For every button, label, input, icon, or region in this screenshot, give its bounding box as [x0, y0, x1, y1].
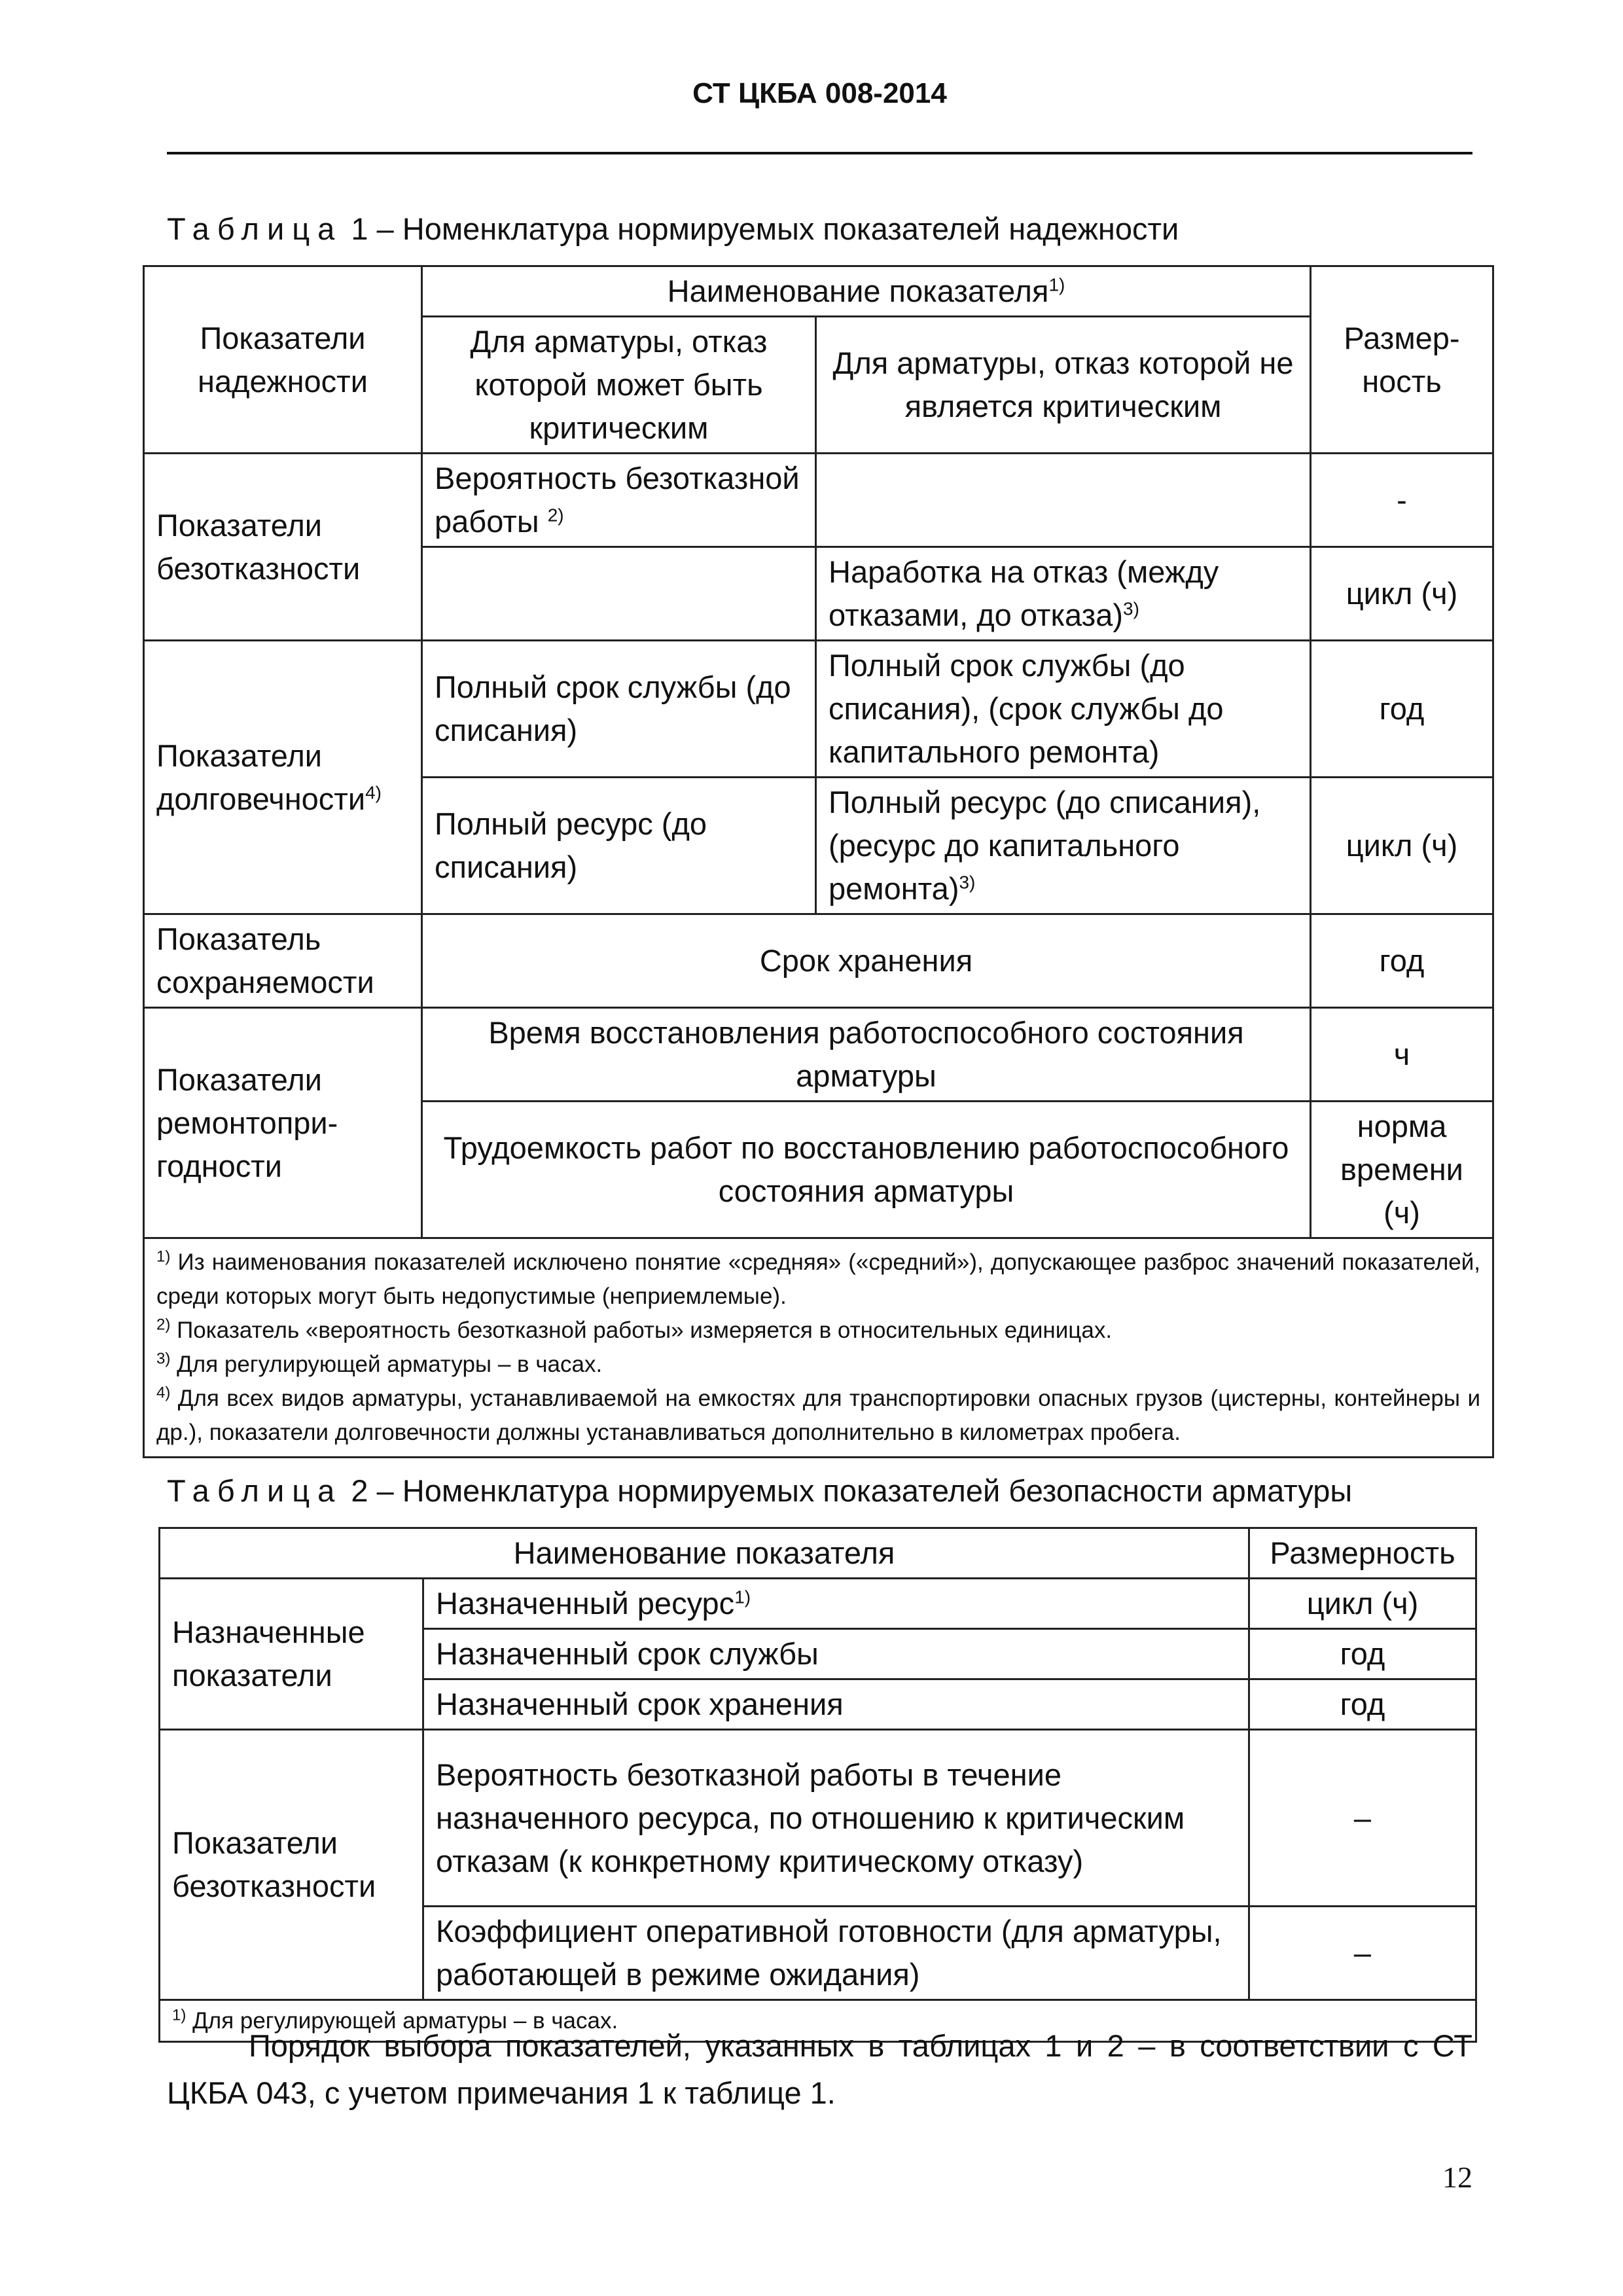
table2-r3-unit: год: [1249, 1679, 1476, 1730]
table1-note-3: $^{3)}$ Для регулирующей арматуры – в часах.: [156, 1350, 603, 1377]
table1-r3-noncritical: Полный срок службы (до списания), (срок службы до капитального ремонта): [816, 641, 1311, 778]
table2-r1-unit: цикл (ч): [1249, 1579, 1476, 1629]
table1-r4-noncritical: Полный ресурс (до списания), (ресурс до капитального ремонта)$^{3)}$: [816, 778, 1311, 914]
table1-r7-name: Трудоемкость работ по восстановлению работоспособного состояния арматуры: [422, 1102, 1311, 1238]
table1-caption-word: Таблица: [167, 211, 343, 246]
table1-r7-unit: норма времени (ч): [1311, 1102, 1493, 1238]
table2-group-bezotkaz: Показатели безотказности: [160, 1730, 423, 2000]
table1-note-1: $^{1)}$ Из наименования показателей исключено понятие «средняя» («средний»), допускающее разброс значений показателей, среди которых могут быть недопустимые (неприемлемые).: [156, 1247, 1480, 1309]
table1-name-header: Наименование показателя$^{1)}$: [422, 266, 1311, 317]
table1-r1-noncritical: [816, 454, 1311, 547]
table1-r4-critical: Полный ресурс (до списания): [422, 778, 816, 914]
table2-r5-name: Коэффициент оперативной готовности (для арматуры, работающей в режиме ожидания): [423, 1907, 1249, 2000]
table1-unit-header: Размер-ность: [1311, 266, 1493, 454]
table2-caption-text: – Номенклатура нормируемых показателей безопасности арматуры: [376, 1473, 1353, 1508]
table2: [158, 1527, 1477, 2043]
table2-r2-name: Назначенный срок службы: [423, 1629, 1249, 1679]
page-number: 12: [1442, 2161, 1472, 2194]
table1-r2-unit: цикл (ч): [1311, 547, 1493, 641]
table2-caption-word: Таблица: [167, 1473, 343, 1508]
table1-critical-header: Для арматуры, отказ которой может быть критическим: [422, 317, 816, 454]
table1-r4-unit: цикл (ч): [1311, 778, 1493, 914]
table1-noncritical-header: Для арматуры, отказ которой не является критическим: [816, 317, 1311, 454]
table1-note-4: $^{4)}$ Для всех видов арматуры, устанавливаемой на емкостях для транспортировки опасных грузов (цистерны, контейнеры и др.), показатели долговечности должны устанавливаться дополнительно в километрах пробега.: [156, 1384, 1480, 1445]
table1-r2-noncritical: Наработка на отказ (между отказами, до отказа)$^{3)}$: [816, 547, 1311, 641]
table2-r3-name: Назначенный срок хранения: [423, 1679, 1249, 1730]
table2-r4-unit: –: [1249, 1730, 1476, 1907]
table1-r1-unit: -: [1311, 454, 1493, 547]
closing-paragraph: Порядок выбора показателей, указанных в таблицах 1 и 2 – в соответствии с СТ ЦКБА 043, с учетом примечания 1 к таблице 1.: [167, 2028, 1472, 2110]
table2-r2-unit: год: [1249, 1629, 1476, 1679]
table1-caption: [167, 211, 1179, 247]
table1-caption-number: 1: [351, 211, 368, 246]
table2-note: $^{1)}$ Для регулирующей арматуры – в часах.: [160, 2000, 1476, 2042]
table1-group-remont: Показатели ремонтопри-годности: [144, 1008, 422, 1238]
table1: [143, 265, 1494, 1458]
document-header: СТ ЦКБА 008-2014: [692, 77, 947, 109]
header-rule: [167, 152, 1472, 154]
table2-r4-name: Вероятность безотказной работы в течение назначенного ресурса, по отношению к критическим отказам (к конкретному критическому отказу): [423, 1730, 1249, 1907]
table1-notes: [144, 1238, 1493, 1458]
table2-group-naznach: Назначенные показатели: [160, 1579, 423, 1730]
table1-r6-name: Время восстановления работоспособного состояния арматуры: [422, 1008, 1311, 1102]
table1-r5-unit: год: [1311, 914, 1493, 1008]
table1-r1-critical: Вероятность безотказной работы $^{2)}$: [422, 454, 816, 547]
table2-unit-header: Размерность: [1249, 1528, 1476, 1579]
table1-group-bezotkaz: Показатели безотказности: [144, 454, 422, 641]
table1-r6-unit: ч: [1311, 1008, 1493, 1102]
table1-r2-critical: [422, 547, 816, 641]
table2-name-header: Наименование показателя: [160, 1528, 1249, 1579]
table2-caption-number: 2: [351, 1473, 368, 1508]
table2-r1-name: Назначенный ресурс$^{1)}$: [423, 1579, 1249, 1629]
table1-group-sohran: Показатель сохраняемости: [144, 914, 422, 1008]
table1-col-group-header: Показатели надежности: [144, 266, 422, 454]
table1-note-2: $^{2)}$ Показатель «вероятность безотказной работы» измеряется в относительных единицах.: [156, 1316, 1113, 1343]
table2-caption: [167, 1473, 1352, 1509]
table1-group-dolgovech: Показатели долговечности$^{4)}$: [144, 641, 422, 914]
table1-r5-name: Срок хранения: [422, 914, 1311, 1008]
table1-r3-unit: год: [1311, 641, 1493, 778]
table1-r3-critical: Полный срок службы (до списания): [422, 641, 816, 778]
table2-r5-unit: –: [1249, 1907, 1476, 2000]
table1-caption-text: – Номенклатура нормируемых показателей надежности: [376, 211, 1179, 246]
